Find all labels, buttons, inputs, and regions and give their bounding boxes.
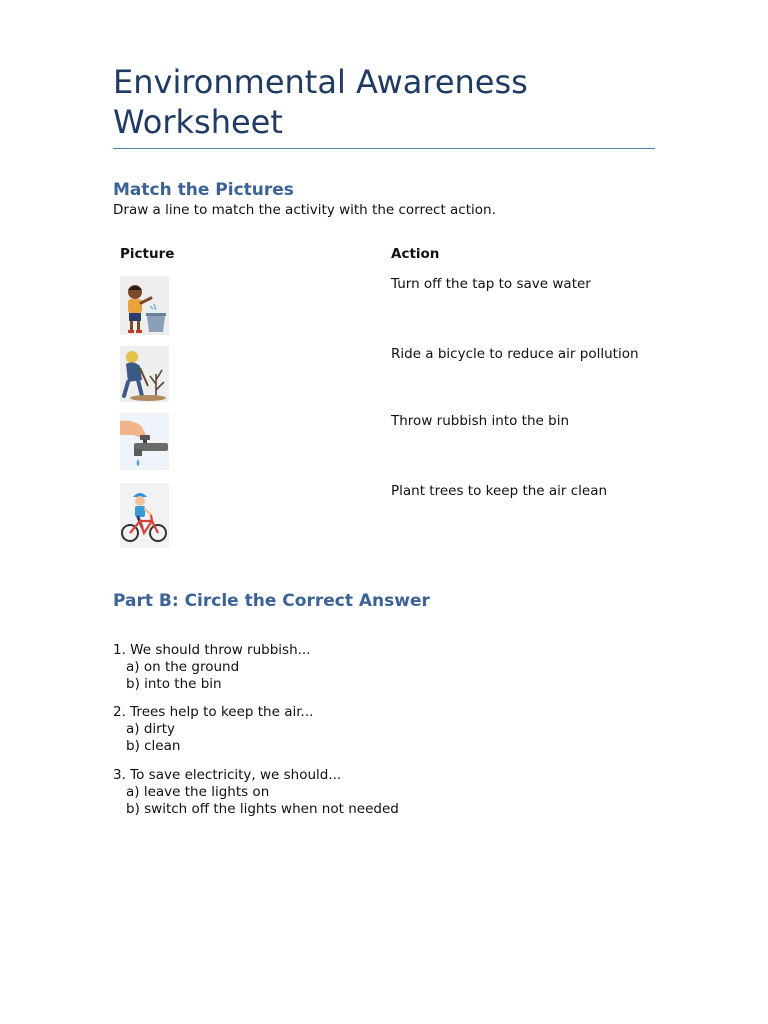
option-a: a) dirty [126, 721, 175, 737]
action-item: Ride a bicycle to reduce air pollution [391, 346, 639, 362]
boy-throwing-rubbish-picture [120, 276, 169, 335]
question-text: 1. We should throw rubbish... [113, 642, 311, 658]
partb-heading: Part B: Circle the Correct Answer [113, 591, 430, 611]
rubbish-bin-icon [120, 276, 169, 335]
question-text: 3. To save electricity, we should... [113, 767, 342, 783]
bicycle-icon [120, 483, 169, 548]
worksheet-title: Environmental Awareness Worksheet [113, 63, 528, 141]
action-column-header: Action [391, 246, 440, 262]
planting-tree-picture [120, 346, 169, 402]
option-b: b) into the bin [126, 676, 222, 692]
option-b: b) clean [126, 738, 181, 754]
option-a: a) leave the lights on [126, 784, 270, 800]
question-text: 2. Trees help to keep the air... [113, 704, 314, 720]
question-2 [113, 704, 313, 755]
option-a: a) on the ground [126, 659, 240, 675]
option-b: b) switch off the lights when not needed [126, 801, 399, 817]
tree-icon [120, 346, 169, 402]
question-3 [113, 767, 399, 818]
riding-bicycle-picture [120, 483, 169, 548]
action-item: Plant trees to keep the air clean [391, 483, 608, 499]
action-item: Turn off the tap to save water [391, 276, 591, 292]
question-1 [113, 642, 311, 693]
match-heading: Match the Pictures [113, 180, 294, 200]
turning-off-tap-picture [120, 413, 169, 470]
action-item: Throw rubbish into the bin [391, 413, 569, 429]
title-divider [113, 148, 655, 149]
water-tap-icon [120, 413, 169, 470]
picture-column-header: Picture [120, 246, 175, 262]
match-instruction: Draw a line to match the activity with the correct action. [113, 202, 496, 218]
